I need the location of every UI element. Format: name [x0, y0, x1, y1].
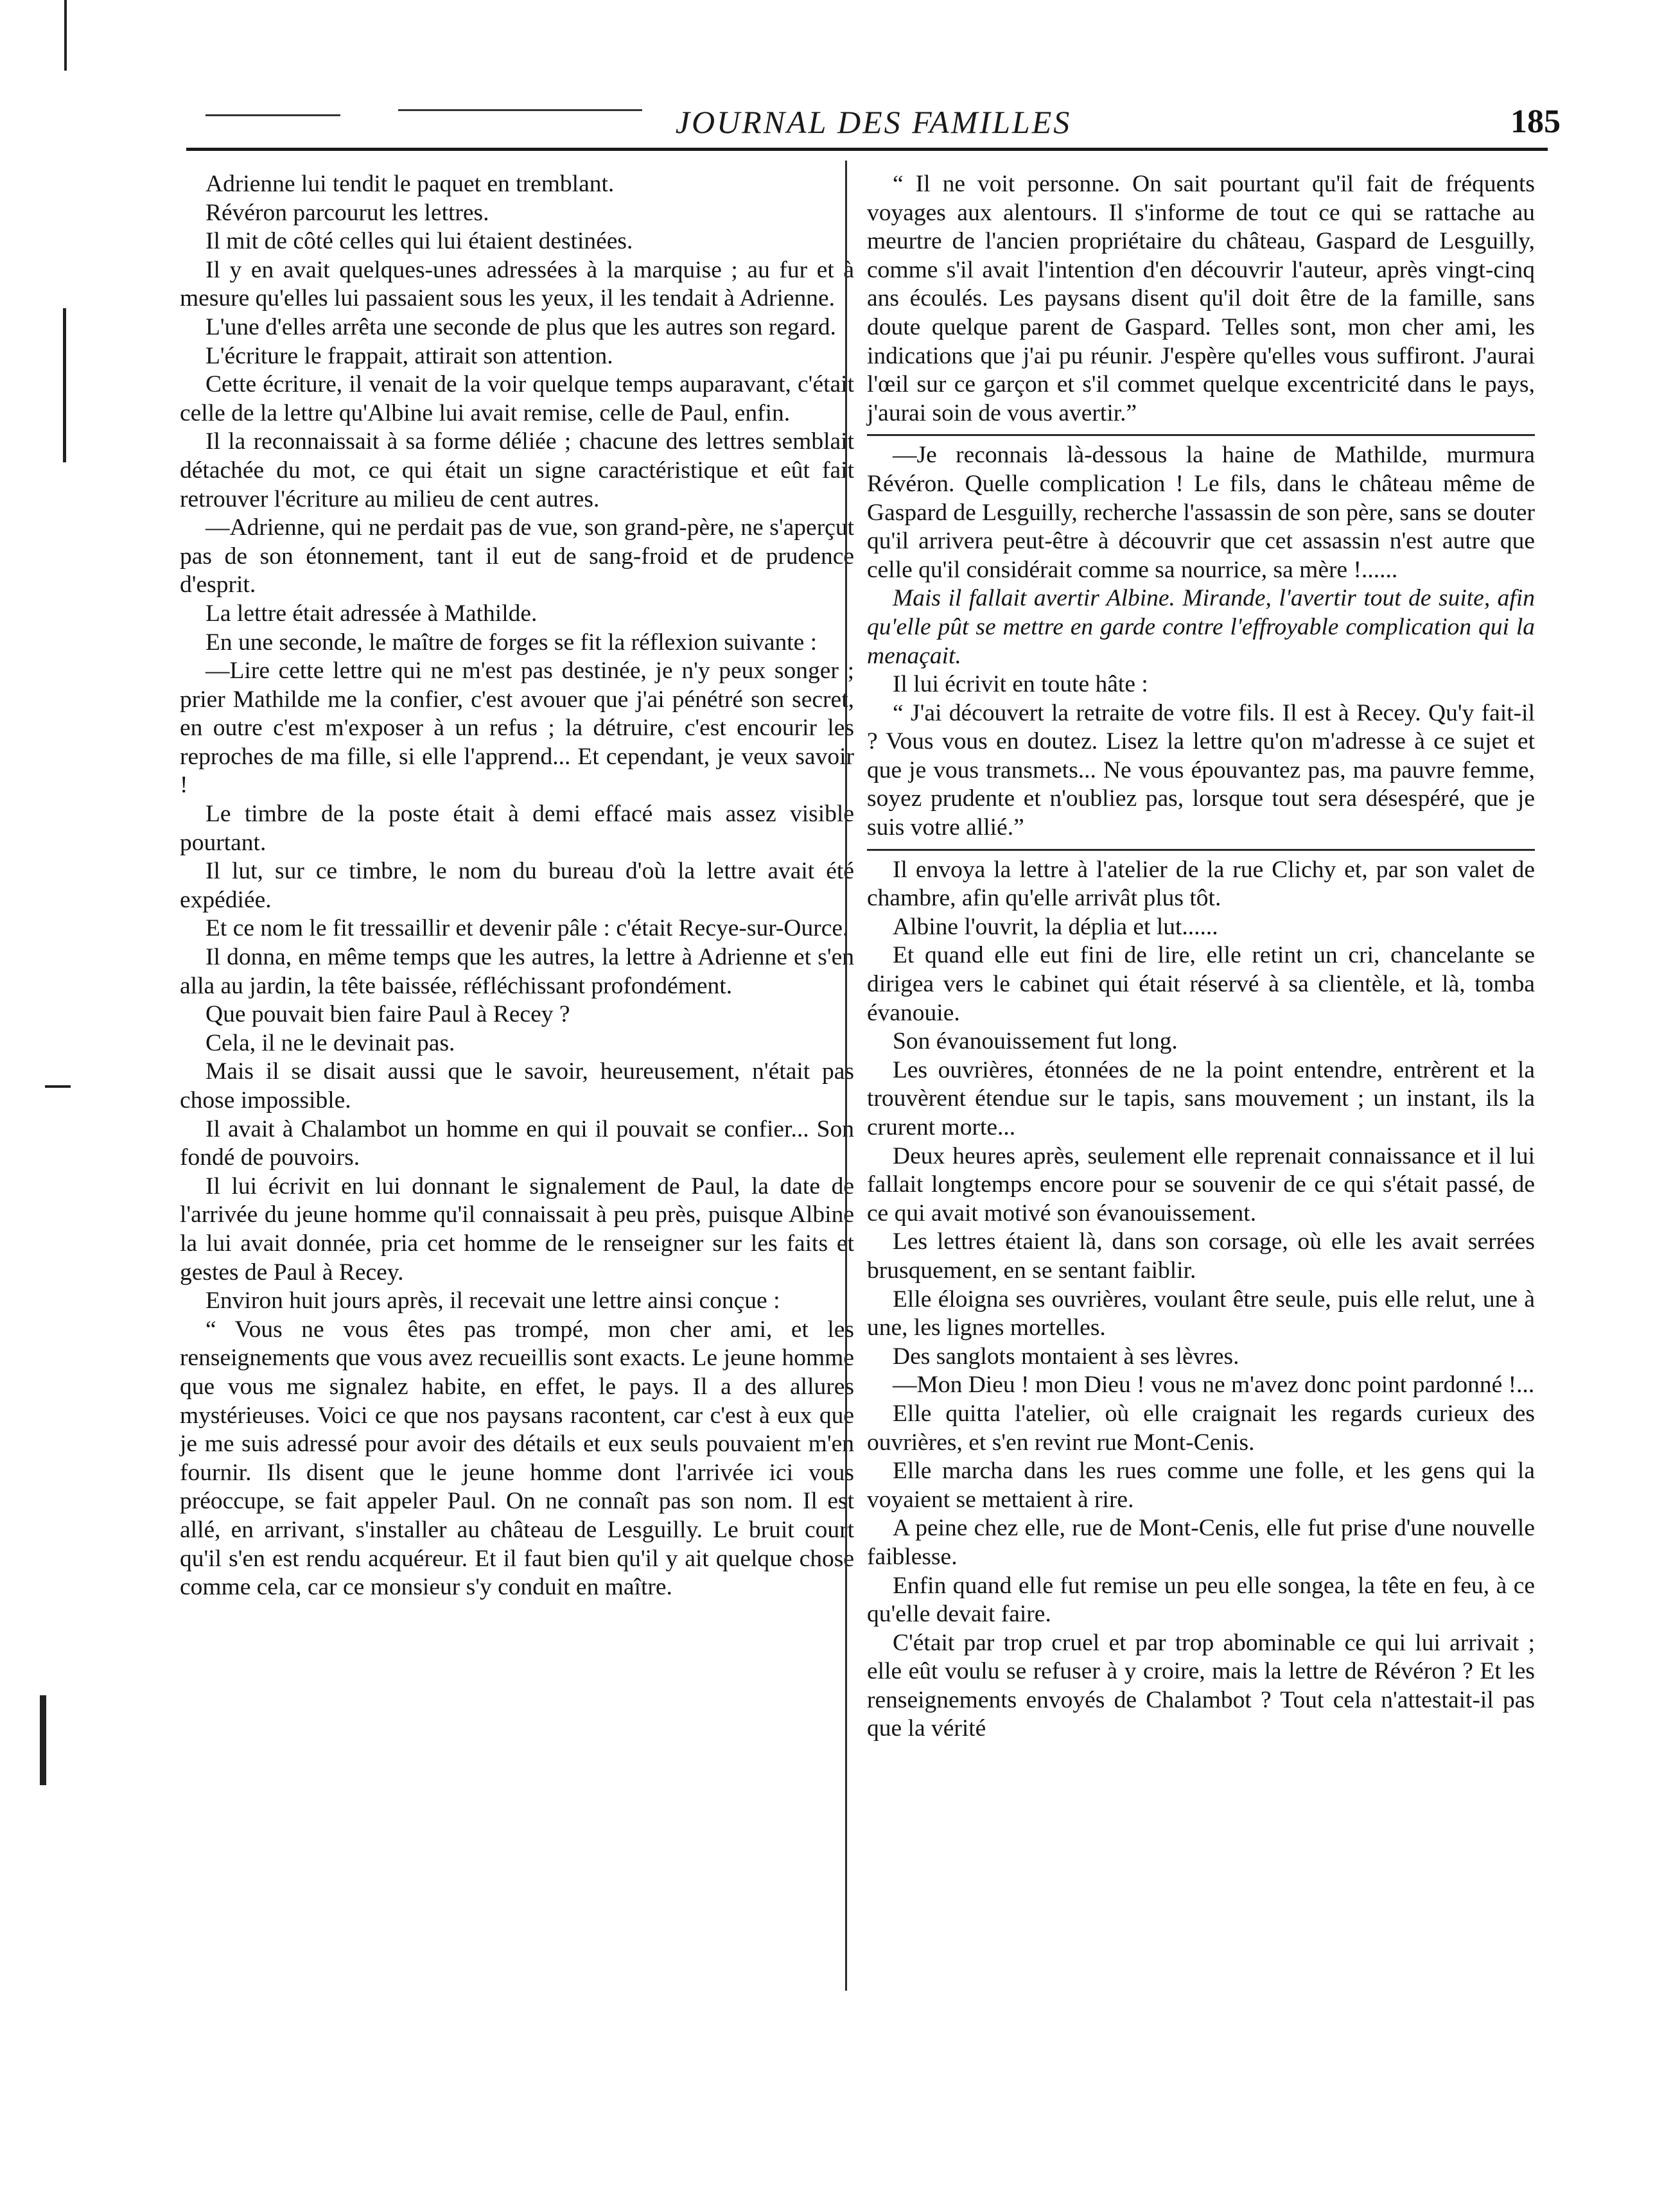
header-ornament-left — [206, 114, 340, 116]
running-head: JOURNAL DES FAMILLES — [675, 104, 1072, 140]
paragraph: —Je reconnais là-dessous la haine de Mathilde, murmura Révéron. Quelle complication ! Le fils, dans le château même de Gaspard de Lesguilly, recherche l'assassin de son père, sans se douter qu'il arrivera peut-être à découvrir que cet assassin n'est autre que celle qu'il considérait comme sa nourrice, sa mère !...... — [867, 442, 1535, 583]
paragraph: Que pouvait bien faire Paul à Recey ? — [206, 1001, 570, 1028]
paragraph: Et ce nom le fit tressaillir et devenir pâle : c'était Recye-sur-Ource. — [206, 915, 849, 942]
paragraph: C'était par trop cruel et par trop abominable ce qui lui arrivait ; elle eût voulu se refuser à y croire, mais la lettre de Révéron ? Et les renseignements envoyés de Chalambot ? Tout cela n'attestait-il pas que la vérité — [867, 1629, 1535, 1742]
left-column — [180, 170, 854, 1602]
paragraph: Deux heures après, seulement elle reprenait connaissance et il lui fallait longtemps encore pour se souvenir de ce qui s'était passé, de ce qui avait motivé son évanouissement. — [867, 1142, 1535, 1227]
paragraph: Il mit de côté celles qui lui étaient destinées. — [206, 228, 633, 255]
paragraph: Mais il se disait aussi que le savoir, heureusement, n'était pas chose impossible. — [180, 1058, 854, 1113]
section-rule — [867, 434, 1535, 436]
paragraph: Il donna, en même temps que les autres, la lettre à Adrienne et s'en alla au jardin, la tête baissée, réfléchissant profondément. — [180, 944, 854, 999]
paragraph: Environ huit jours après, il recevait une lettre ainsi conçue : — [206, 1288, 780, 1314]
margin-scan-mark — [64, 0, 67, 71]
paragraph: A peine chez elle, rue de Mont-Cenis, elle fut prise d'une nouvelle faiblesse. — [867, 1515, 1535, 1570]
column-divider — [845, 161, 847, 1991]
paragraph: Révéron parcourut les lettres. — [206, 199, 489, 226]
paragraph: Il y en avait quelques-unes adressées à la marquise ; au fur et à mesure qu'elles lui passaient sous les yeux, il les tendait à Adrienne. — [180, 256, 854, 312]
paragraph: La lettre était adressée à Mathilde. — [206, 600, 538, 627]
paragraph: —Lire cette lettre qui ne m'est pas destinée, je n'y peux songer ; prier Mathilde me la confier, c'est avouer que j'ai pénétré son secret, en outre c'est m'exposer à un refus ; la détruire, c'est encourir les reproches de ma fille, si elle l'apprend... Et cependant, je veux savoir ! — [180, 658, 854, 799]
paragraph: Des sanglots montaient à ses lèvres. — [893, 1343, 1239, 1370]
paragraph: Il la reconnaissait à sa forme déliée ; chacune des lettres semblait détachée du mot, ce qui était un signe caractéristique et eût fait retrouver l'écriture au milieu de cent autres. — [180, 428, 854, 512]
paragraph: Les lettres étaient là, dans son corsage, où elle les avait serrées brusquement, en se sentant faiblir. — [867, 1228, 1535, 1284]
paragraph: Son évanouissement fut long. — [893, 1028, 1178, 1055]
paragraph: Il lui écrivit en lui donnant le signalement de Paul, la date de l'arrivée du jeune homme qu'il connaissait à peu près, puisque Albine la lui avait donnée, pria cet homme de le renseigner sur les faits et gestes de Paul à Recey. — [180, 1173, 854, 1286]
header-rule — [186, 148, 1548, 151]
paragraph: Il avait à Chalambot un homme en qui il pouvait se confier... Son fondé de pouvoirs. — [180, 1115, 854, 1171]
paragraph: Il lui écrivit en toute hâte : — [893, 671, 1148, 698]
paragraph: Les ouvrières, étonnées de ne la point entendre, entrèrent et la trouvèrent étendue sur le tapis, sans mouvement ; un instant, ils la crurent morte... — [867, 1056, 1535, 1140]
paragraph: Elle éloigna ses ouvrières, voulant être seule, puis elle relut, une à une, les lignes mortelles. — [867, 1286, 1535, 1341]
right-column — [867, 170, 1535, 1743]
paragraph: L'écriture le frappait, attirait son attention. — [206, 342, 613, 369]
paragraph: Adrienne lui tendit le paquet en tremblant. — [206, 171, 615, 197]
section-rule — [867, 849, 1535, 851]
paragraph: Le timbre de la poste était à demi effacé mais assez visible pourtant. — [180, 801, 854, 856]
paragraph: En une seconde, le maître de forges se fit la réflexion suivante : — [206, 629, 818, 656]
margin-scan-mark — [45, 1085, 71, 1088]
paragraph: Enfin quand elle fut remise un peu elle songea, la tête en feu, à ce qu'elle devait faire. — [867, 1572, 1535, 1628]
paragraph: Il envoya la lettre à l'atelier de la rue Clichy et, par son valet de chambre, afin qu'elle arrivât plus tôt. — [867, 856, 1535, 912]
page-number: 185 — [1510, 103, 1561, 140]
paragraph: Elle quitta l'atelier, où elle craignait les regards curieux des ouvrières, et s'en revint rue Mont-Cenis. — [867, 1400, 1535, 1456]
quoted-letter: “ Il ne voit personne. On sait pourtant qu'il fait de fréquents voyages aux alentours. Il s'informe de tout ce qui se rattache au meurtre de l'ancien propriétaire du château, Gaspard de Lesguilly, comme s'il avait l'intention d'en découvrir l'auteur, après vingt-cinq ans écoulés. Les paysans disent qu'il doit être de la famille, sans doute quelque parent de Gaspard. Telles sont, mon cher ami, les indications que j'ai pu réunir. J'espère qu'elles vous suffiront. J'aurai l'œil sur ce garçon et s'il commet quelque excentricité dans le pays, j'aurai soin de vous avertir.” — [867, 171, 1535, 426]
header-ornament-middle — [398, 109, 642, 111]
paragraph: Cela, il ne le devinait pas. — [206, 1029, 455, 1056]
paragraph: Mais il fallait avertir Albine. Mirande, l'avertir tout de suite, afin qu'elle pût se mettre en garde contre l'effroyable complication qui la menaçait. — [867, 585, 1535, 669]
paragraph: Cette écriture, il venait de la voir quelque temps auparavant, c'était celle de la lettre qu'Albine lui avait remise, celle de Paul, enfin. — [180, 371, 854, 426]
paragraph: Albine l'ouvrit, la déplia et lut...... — [893, 913, 1218, 940]
margin-scan-mark — [40, 1695, 46, 1785]
paragraph: L'une d'elles arrêta une seconde de plus que les autres son regard. — [206, 313, 836, 340]
paragraph: —Adrienne, qui ne perdait pas de vue, son grand-père, ne s'aperçut pas de son étonnement, tant il eut de sang-froid et de prudence d'esprit. — [180, 514, 854, 598]
paragraph: Il lut, sur ce timbre, le nom du bureau d'où la lettre avait été expédiée. — [180, 858, 854, 913]
quoted-letter: “ Vous ne vous êtes pas trompé, mon cher ami, et les renseignements que vous avez recueillis sont exacts. Le jeune homme que vous me signalez habite, en effet, le pays. Il a des allures mystérieuses. Voici ce que nos paysans racontent, car c'est à eux que je me suis adressé pour avoir des détails et eux seuls pouvaient m'en fournir. Ils disent que le jeune homme dont l'arrivée ici vous préoccupe, se fait appeler Paul. On ne connaît pas son nom. Il est allé, en arrivant, s'installer au château de Lesguilly. Le bruit court qu'il s'en est rendu acquéreur. Et il faut bien qu'il y ait quelque chose comme cela, car ce monsieur s'y conduit en maître. — [180, 1316, 854, 1601]
quoted-letter: “ J'ai découvert la retraite de votre fils. Il est à Recey. Qu'y fait-il ? Vous vous en doutez. Lisez la lettre qu'on m'adresse à ce sujet et que je vous transmets... Ne vous épouvantez pas, ma pauvre femme, soyez prudente et n'oubliez pas, lorsque tout sera désespéré, que je suis votre allié.” — [867, 699, 1535, 841]
paragraph: —Mon Dieu ! mon Dieu ! vous ne m'avez donc point pardonné !... — [893, 1372, 1535, 1399]
margin-scan-mark — [63, 308, 66, 462]
paragraph: Elle marcha dans les rues comme une folle, et les gens qui la voyaient se mettaient à rire. — [867, 1458, 1535, 1513]
paragraph: Et quand elle eut fini de lire, elle retint un cri, chancelante se dirigea vers le cabinet qui était réservé à sa clientèle, et là, tomba évanouie. — [867, 942, 1535, 1026]
